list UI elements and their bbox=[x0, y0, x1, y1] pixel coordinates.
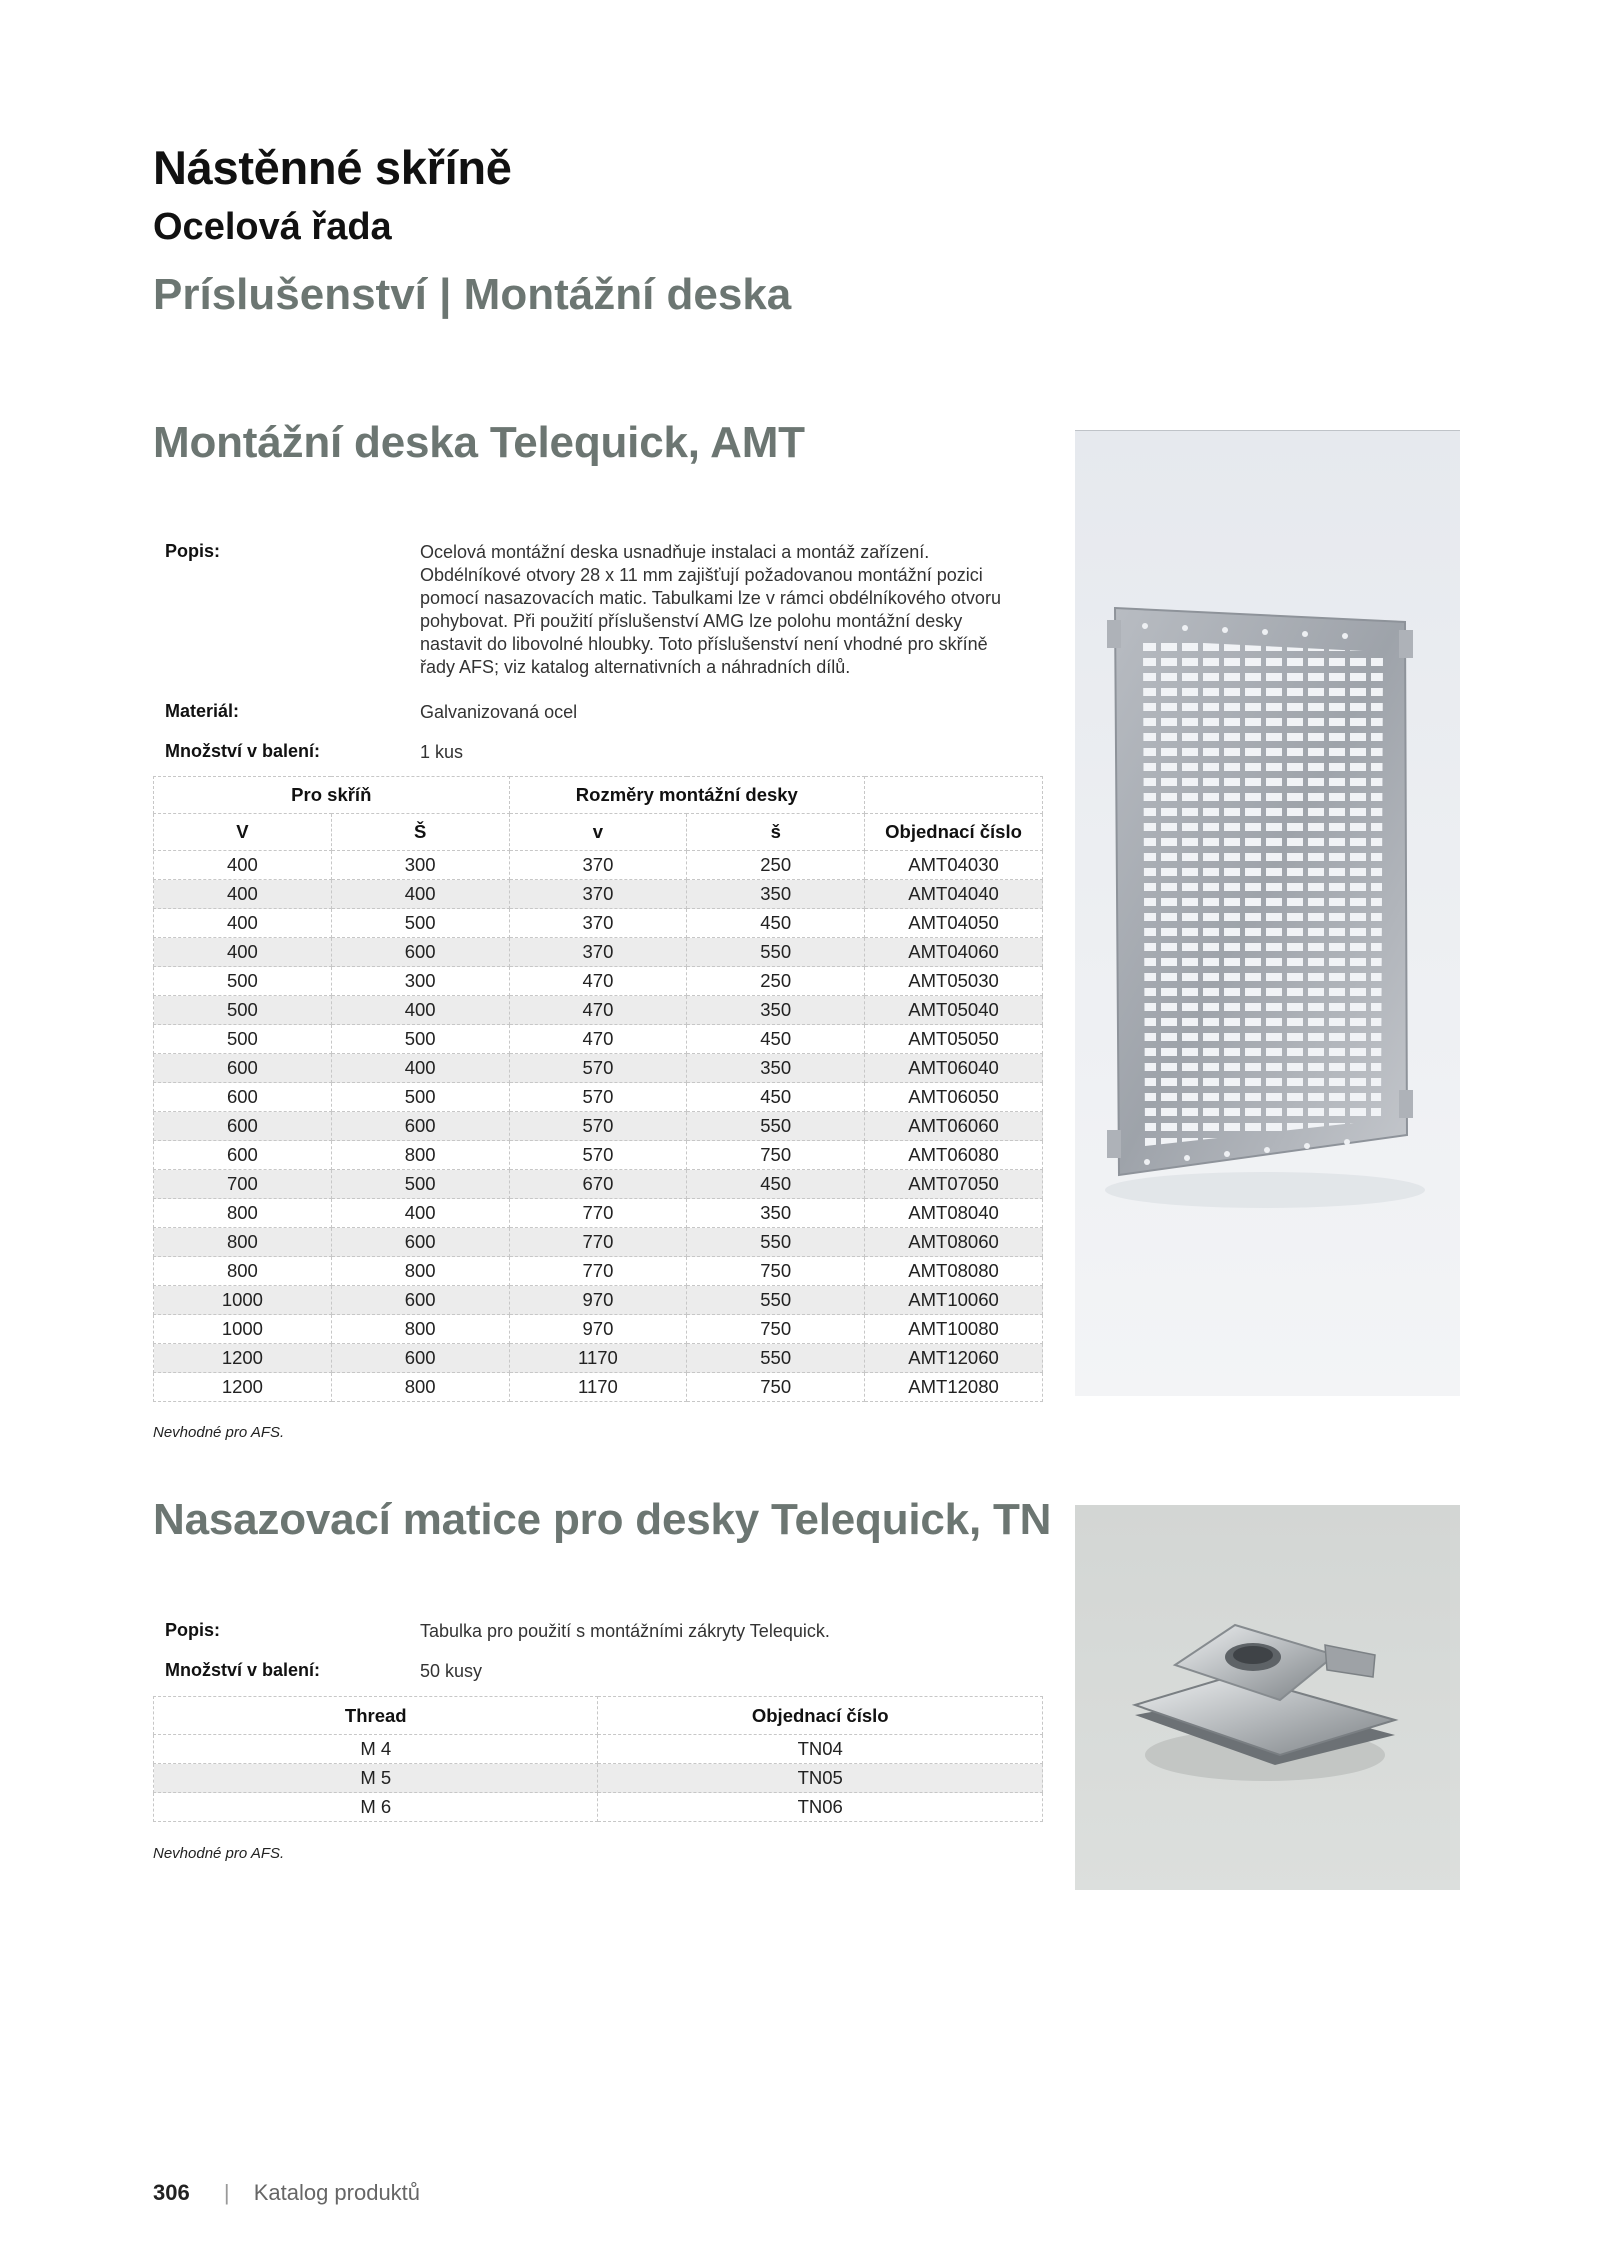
table-cell: 550 bbox=[687, 1286, 865, 1315]
page-footer bbox=[153, 2180, 420, 2206]
cage-nut-photo bbox=[1075, 1505, 1460, 1890]
table-row bbox=[154, 1373, 1043, 1402]
table-cell: AMT04040 bbox=[865, 880, 1043, 909]
amt-table bbox=[153, 776, 1043, 1402]
table-cell: 400 bbox=[154, 851, 332, 880]
table-cell: 750 bbox=[687, 1373, 865, 1402]
spec-label: Popis: bbox=[165, 541, 221, 561]
table-cell: AMT10060 bbox=[865, 1286, 1043, 1315]
table-row bbox=[154, 1025, 1043, 1054]
table-cell: 500 bbox=[154, 967, 332, 996]
footer-separator: | bbox=[223, 2180, 230, 2205]
spec-value: 50 kusy bbox=[420, 1661, 483, 1681]
table-cell: 470 bbox=[509, 1025, 687, 1054]
spec-label: Popis: bbox=[165, 1620, 221, 1640]
table-cell: 970 bbox=[509, 1286, 687, 1315]
table-cell: 600 bbox=[331, 1228, 509, 1257]
table-cell: 550 bbox=[687, 938, 865, 967]
table-cell: 600 bbox=[331, 1344, 509, 1373]
table-header-row bbox=[154, 814, 1043, 851]
note-amt: Nevhodné pro AFS. bbox=[153, 1424, 285, 1441]
table-cell: 570 bbox=[509, 1054, 687, 1083]
mounting-plate-photo bbox=[1075, 430, 1460, 1396]
spec-row-material bbox=[153, 701, 1043, 741]
table-cell: 400 bbox=[331, 880, 509, 909]
spec-label: Množství v balení: bbox=[165, 1660, 321, 1680]
table-row bbox=[154, 880, 1043, 909]
spec-row-description bbox=[153, 541, 1043, 701]
table-cell: M 4 bbox=[154, 1735, 598, 1764]
table-row bbox=[154, 938, 1043, 967]
table-cell: AMT05040 bbox=[865, 996, 1043, 1025]
table-cell: 800 bbox=[331, 1315, 509, 1344]
table-row bbox=[154, 909, 1043, 938]
table-cell: AMT06060 bbox=[865, 1112, 1043, 1141]
table-cell: 550 bbox=[687, 1112, 865, 1141]
table-cell: 970 bbox=[509, 1315, 687, 1344]
table-cell: 800 bbox=[154, 1257, 332, 1286]
table-cell: 450 bbox=[687, 909, 865, 938]
spec-value: 1 kus bbox=[420, 742, 464, 762]
table-cell: AMT10080 bbox=[865, 1315, 1043, 1344]
table-cell: 350 bbox=[687, 1199, 865, 1228]
table-row bbox=[154, 1054, 1043, 1083]
table-group-header-row bbox=[154, 777, 1043, 814]
spec-row-description bbox=[153, 1620, 1043, 1660]
table-cell: AMT12060 bbox=[865, 1344, 1043, 1373]
table-cell: M 5 bbox=[154, 1764, 598, 1793]
table-cell: 500 bbox=[331, 1083, 509, 1112]
table-cell: 300 bbox=[331, 967, 509, 996]
table-cell: 600 bbox=[154, 1141, 332, 1170]
table-cell: 350 bbox=[687, 880, 865, 909]
note-tn: Nevhodné pro AFS. bbox=[153, 1845, 285, 1862]
category-heading: Príslušenství | Montážní deska bbox=[153, 270, 792, 319]
table-cell: 450 bbox=[687, 1025, 865, 1054]
catalog-label: Katalog produktů bbox=[253, 2180, 421, 2205]
table-cell: M 6 bbox=[154, 1793, 598, 1822]
table-cell: TN06 bbox=[598, 1793, 1043, 1822]
table-row bbox=[154, 1793, 1043, 1822]
spec-value: Ocelová montážní deska usnadňuje instalaci a montáž zařízení. Obdélníkové otvory 28 x 11 mm zajišťují požadovanou montážní pozici pomocí nasazovacích matic. Tabulkami lze v rámci obdélníkového otvoru pohybovat. Při použití příslušenství AMG lze polohu montážní desky nastavit do libovolné hloubky. Toto příslušenství není vhodné pro skříně řady AFS; viz katalog alternativních a náhradních dílů. bbox=[420, 542, 1001, 677]
column-header: V bbox=[154, 814, 332, 851]
table-cell: 470 bbox=[509, 996, 687, 1025]
table-row bbox=[154, 1315, 1043, 1344]
spec-label: Materiál: bbox=[165, 701, 240, 721]
table-cell: 550 bbox=[687, 1344, 865, 1373]
table-cell: AMT08040 bbox=[865, 1199, 1043, 1228]
table-cell: 800 bbox=[331, 1373, 509, 1402]
table-cell: 700 bbox=[154, 1170, 332, 1199]
table-cell: 600 bbox=[331, 1286, 509, 1315]
table-cell: TN05 bbox=[598, 1764, 1043, 1793]
table-cell: AMT06040 bbox=[865, 1054, 1043, 1083]
table-cell: 770 bbox=[509, 1199, 687, 1228]
table-cell: AMT05050 bbox=[865, 1025, 1043, 1054]
table-cell: 750 bbox=[687, 1315, 865, 1344]
table-cell: AMT04050 bbox=[865, 909, 1043, 938]
table-cell: 500 bbox=[154, 1025, 332, 1054]
table-cell: 1170 bbox=[509, 1344, 687, 1373]
spec-row-quantity bbox=[153, 741, 1043, 777]
table-cell: 350 bbox=[687, 1054, 865, 1083]
column-header: Thread bbox=[154, 1697, 598, 1735]
table-row bbox=[154, 1170, 1043, 1199]
table-cell: 570 bbox=[509, 1083, 687, 1112]
table-cell: 250 bbox=[687, 967, 865, 996]
table-cell: AMT07050 bbox=[865, 1170, 1043, 1199]
table-cell: 450 bbox=[687, 1083, 865, 1112]
spec-list-tn bbox=[153, 1620, 1043, 1696]
table-cell: 300 bbox=[331, 851, 509, 880]
column-header: Š bbox=[331, 814, 509, 851]
table-cell: 770 bbox=[509, 1228, 687, 1257]
table-cell: 600 bbox=[154, 1083, 332, 1112]
column-header: Objednací číslo bbox=[865, 814, 1043, 851]
table-cell: 750 bbox=[687, 1141, 865, 1170]
table-row bbox=[154, 1199, 1043, 1228]
table-cell: 600 bbox=[331, 938, 509, 967]
table-cell: 370 bbox=[509, 909, 687, 938]
table-cell: AMT05030 bbox=[865, 967, 1043, 996]
table-cell: 800 bbox=[331, 1141, 509, 1170]
table-cell: 350 bbox=[687, 996, 865, 1025]
table-row bbox=[154, 1286, 1043, 1315]
spec-label: Množství v balení: bbox=[165, 741, 321, 761]
table-cell: 1200 bbox=[154, 1344, 332, 1373]
table-row bbox=[154, 1228, 1043, 1257]
spec-value: Tabulka pro použití s montážními zákryty Telequick. bbox=[420, 1621, 830, 1641]
section-title-tn: Nasazovací matice pro desky Telequick, TN bbox=[153, 1495, 1052, 1544]
table-row bbox=[154, 1344, 1043, 1373]
table-cell: 500 bbox=[331, 1025, 509, 1054]
table-cell: AMT04030 bbox=[865, 851, 1043, 880]
table-row bbox=[154, 1112, 1043, 1141]
table-cell: TN04 bbox=[598, 1735, 1043, 1764]
table-cell: 550 bbox=[687, 1228, 865, 1257]
table-row bbox=[154, 1141, 1043, 1170]
table-cell: 600 bbox=[154, 1112, 332, 1141]
page-number: 306 bbox=[153, 2180, 190, 2205]
table-cell: 1200 bbox=[154, 1373, 332, 1402]
table-cell: 250 bbox=[687, 851, 865, 880]
table-cell: 400 bbox=[331, 1054, 509, 1083]
table-cell: 450 bbox=[687, 1170, 865, 1199]
column-header: š bbox=[687, 814, 865, 851]
table-cell: 1000 bbox=[154, 1286, 332, 1315]
table-cell: 370 bbox=[509, 938, 687, 967]
table-cell: 800 bbox=[331, 1257, 509, 1286]
table-cell: 570 bbox=[509, 1112, 687, 1141]
page-subtitle: Ocelová řada bbox=[153, 206, 392, 248]
table-cell: AMT06050 bbox=[865, 1083, 1043, 1112]
table-cell: 400 bbox=[154, 880, 332, 909]
table-cell: 770 bbox=[509, 1257, 687, 1286]
table-cell: 500 bbox=[331, 909, 509, 938]
table-cell: 400 bbox=[331, 996, 509, 1025]
table-row bbox=[154, 996, 1043, 1025]
table-row bbox=[154, 967, 1043, 996]
table-cell: 800 bbox=[154, 1199, 332, 1228]
table-row bbox=[154, 1257, 1043, 1286]
table-cell: AMT04060 bbox=[865, 938, 1043, 967]
spec-list-amt bbox=[153, 541, 1043, 777]
column-header: v bbox=[509, 814, 687, 851]
table-cell: 370 bbox=[509, 851, 687, 880]
table-cell: 800 bbox=[154, 1228, 332, 1257]
table-cell: 1170 bbox=[509, 1373, 687, 1402]
table-cell: AMT12080 bbox=[865, 1373, 1043, 1402]
page-title: Nástěnné skříně bbox=[153, 141, 512, 194]
table-cell: AMT08080 bbox=[865, 1257, 1043, 1286]
table-cell: 750 bbox=[687, 1257, 865, 1286]
table-row bbox=[154, 1083, 1043, 1112]
table-cell: 500 bbox=[331, 1170, 509, 1199]
table-row bbox=[154, 1764, 1043, 1793]
table-row bbox=[154, 1735, 1043, 1764]
group-header-enclosure: Pro skříň bbox=[154, 777, 510, 814]
group-header-empty bbox=[865, 777, 1043, 814]
table-cell: 600 bbox=[154, 1054, 332, 1083]
table-row bbox=[154, 851, 1043, 880]
table-cell: 1000 bbox=[154, 1315, 332, 1344]
table-cell: 400 bbox=[154, 909, 332, 938]
table-cell: 400 bbox=[331, 1199, 509, 1228]
table-cell: 600 bbox=[331, 1112, 509, 1141]
section-title-amt: Montážní deska Telequick, AMT bbox=[153, 418, 805, 467]
table-header-row bbox=[154, 1697, 1043, 1735]
tn-table bbox=[153, 1696, 1043, 1822]
column-header: Objednací číslo bbox=[598, 1697, 1043, 1735]
table-cell: 470 bbox=[509, 967, 687, 996]
spec-row-quantity bbox=[153, 1660, 1043, 1696]
table-cell: 500 bbox=[154, 996, 332, 1025]
table-cell: 670 bbox=[509, 1170, 687, 1199]
spec-value: Galvanizovaná ocel bbox=[420, 702, 578, 722]
table-cell: 570 bbox=[509, 1141, 687, 1170]
table-cell: AMT08060 bbox=[865, 1228, 1043, 1257]
group-header-plate-dimensions: Rozměry montážní desky bbox=[509, 777, 865, 814]
table-cell: AMT06080 bbox=[865, 1141, 1043, 1170]
table-cell: 400 bbox=[154, 938, 332, 967]
table-cell: 370 bbox=[509, 880, 687, 909]
